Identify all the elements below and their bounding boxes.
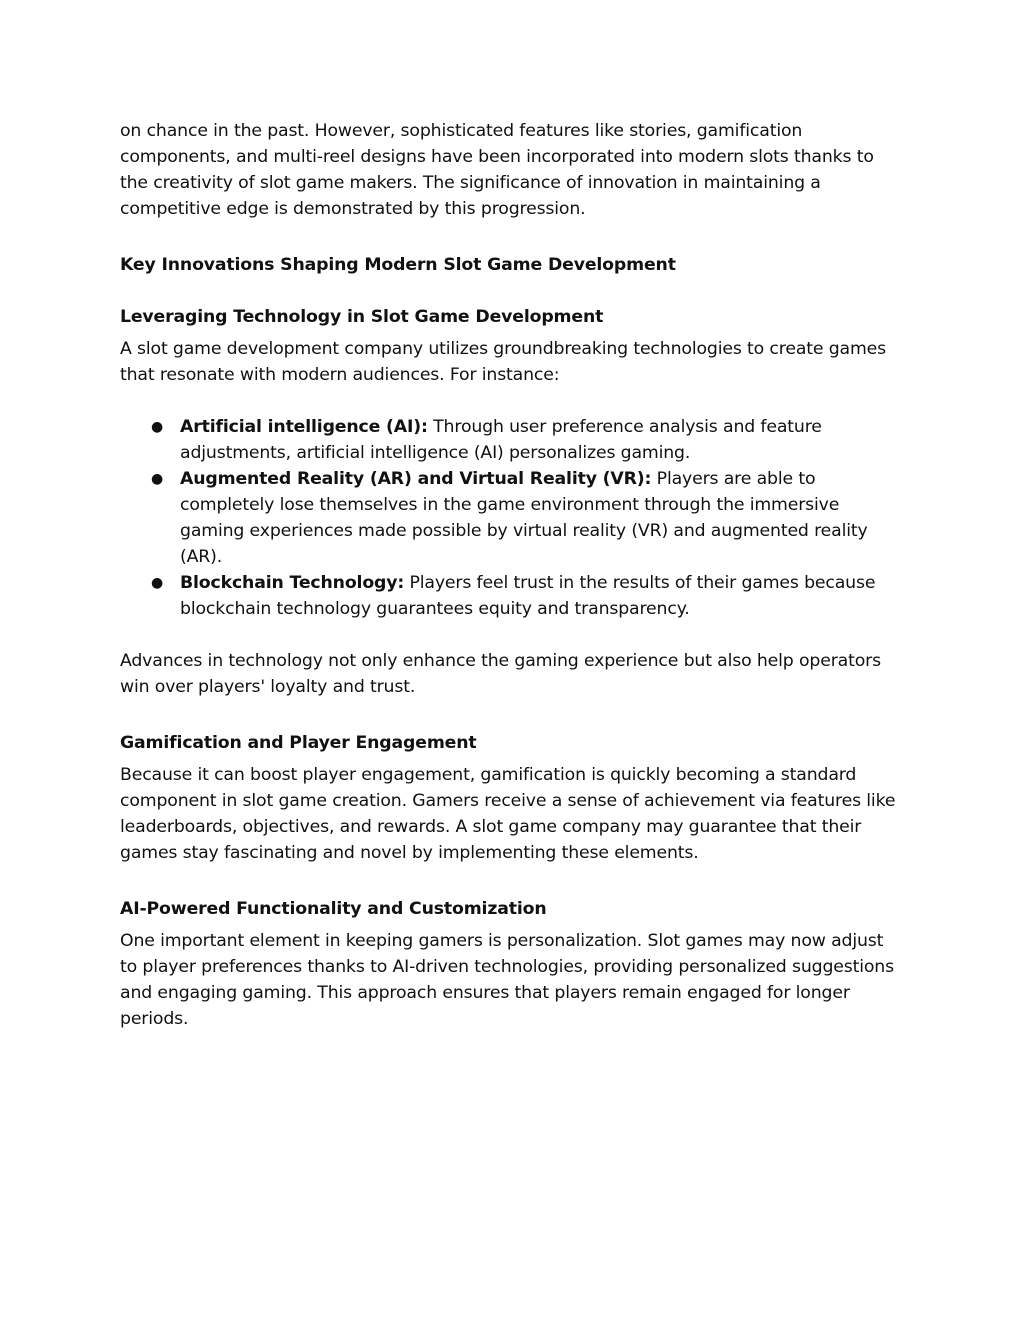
bullet-icon: ● [151, 471, 164, 487]
bullet-term: Blockchain Technology: [180, 573, 405, 593]
document-page [120, 118, 905, 1032]
intro-paragraph: on chance in the past. However, sophisticated features like stories, gamification components, and multi-reel designs have been incorporated into modern slots thanks to the creativity of slot game makers. The significance of innovation in maintaining a competitive edge is demonstrated by this progression. [120, 121, 874, 219]
list-item [120, 414, 905, 466]
list-item [120, 466, 905, 570]
section-technology-intro: A slot game development company utilizes groundbreaking technologies to create games that resonate with modern audiences. For instance: [120, 339, 887, 385]
section-ai [120, 896, 905, 1032]
bullet-term: Artificial intelligence (AI): [180, 417, 428, 437]
bullet-text: Players are able to completely lose themselves in the game environment through the immersive gaming experiences made possible by virtual reality (VR) and augmented reality (AR). [180, 469, 868, 567]
section-technology-closing: Advances in technology not only enhance the gaming experience but also help operators win over players' loyalty and trust. [120, 651, 881, 697]
main-heading: Key Innovations Shaping Modern Slot Game Development [120, 255, 676, 275]
technology-bullet-list [120, 414, 905, 622]
section-technology-heading: Leveraging Technology in Slot Game Development [120, 307, 604, 327]
section-gamification-heading: Gamification and Player Engagement [120, 733, 477, 753]
bullet-text: Through user preference analysis and feature adjustments, artificial intelligence (AI) personalizes gaming. [180, 417, 822, 463]
list-item [120, 570, 905, 622]
section-technology [120, 304, 905, 700]
section-gamification-body: Because it can boost player engagement, gamification is quickly becoming a standard component in slot game creation. Gamers receive a sense of achievement via features like leaderboards, objectives, and rewards. A slot game company may guarantee that their games stay fascinating and novel by implementing these elements. [120, 765, 896, 863]
bullet-icon: ● [151, 575, 164, 591]
section-ai-heading: AI-Powered Functionality and Customization [120, 899, 547, 919]
section-ai-body: One important element in keeping gamers is personalization. Slot games may now adjust to player preferences thanks to AI-driven technologies, providing personalized suggestions and engaging gaming. This approach ensures that players remain engaged for longer periods. [120, 931, 894, 1029]
bullet-icon: ● [151, 419, 164, 435]
bullet-term: Augmented Reality (AR) and Virtual Reality (VR): [180, 469, 652, 489]
bullet-text: Players feel trust in the results of their games because blockchain technology guarantees equity and transparency. [180, 573, 876, 619]
section-gamification [120, 730, 905, 866]
